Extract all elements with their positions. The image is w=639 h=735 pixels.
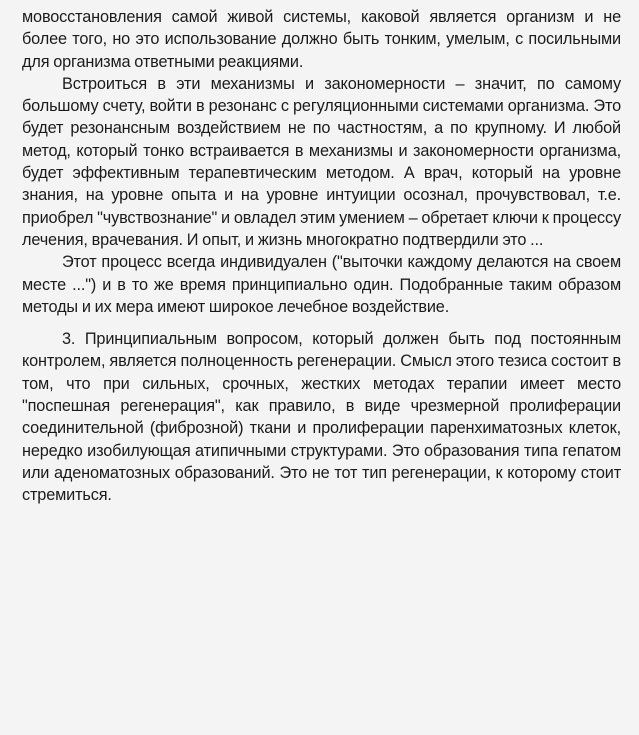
paragraph-individual-process: Этот процесс всегда индивидуален ("выточки каждому делаются на своем месте ...") и в то же время принципиально один. Подобранные таким образом методы и их мера имеют широкое лечебное воздействие.: [22, 253, 621, 316]
paragraph-resonance: Встроиться в эти механизмы и закономерности – значит, по самому большому счету, войти в резонанс с регуляционными системами организма. Это будет резонансным воздействием не по частностям, а по крупному. И любой метод, который тонко встраивается в механизмы и закономерности организма, будет эффективным терапевтическим методом. А врач, который на уровне знания, на уровне опыта и на уровне интуиции осознал, прочувствовал, т.е. приобрел "чувствознание" и овладел этим умением – обретает ключи к процессу лечения, врачевания. И опыт, и жизнь многократно подтвердили это ...: [22, 74, 621, 249]
paragraph-continuation: мовосстановления самой живой системы, каковой является организм и не более того, но это использование должно быть тонким, умелым, с посильными для организма ответными реакциями.: [22, 8, 621, 71]
paragraph-point-3-regeneration: 3. Принципиальным вопросом, который должен быть под постоянным контролем, является полноценность регенерации. Смысл этого тезиса состоит в том, что при сильных, срочных, жестких методах терапии имеет место "поспешная регенерация", как правило, в виде чрезмерной пролиферации соединительной (фиброзной) ткани и пролиферации паренхиматозных клеток, нередко изобилующая атипичными структурами. Это образования типа гепатом или аденоматозных образований. Это не тот тип регенерации, к которому стоит стремиться.: [22, 330, 621, 505]
